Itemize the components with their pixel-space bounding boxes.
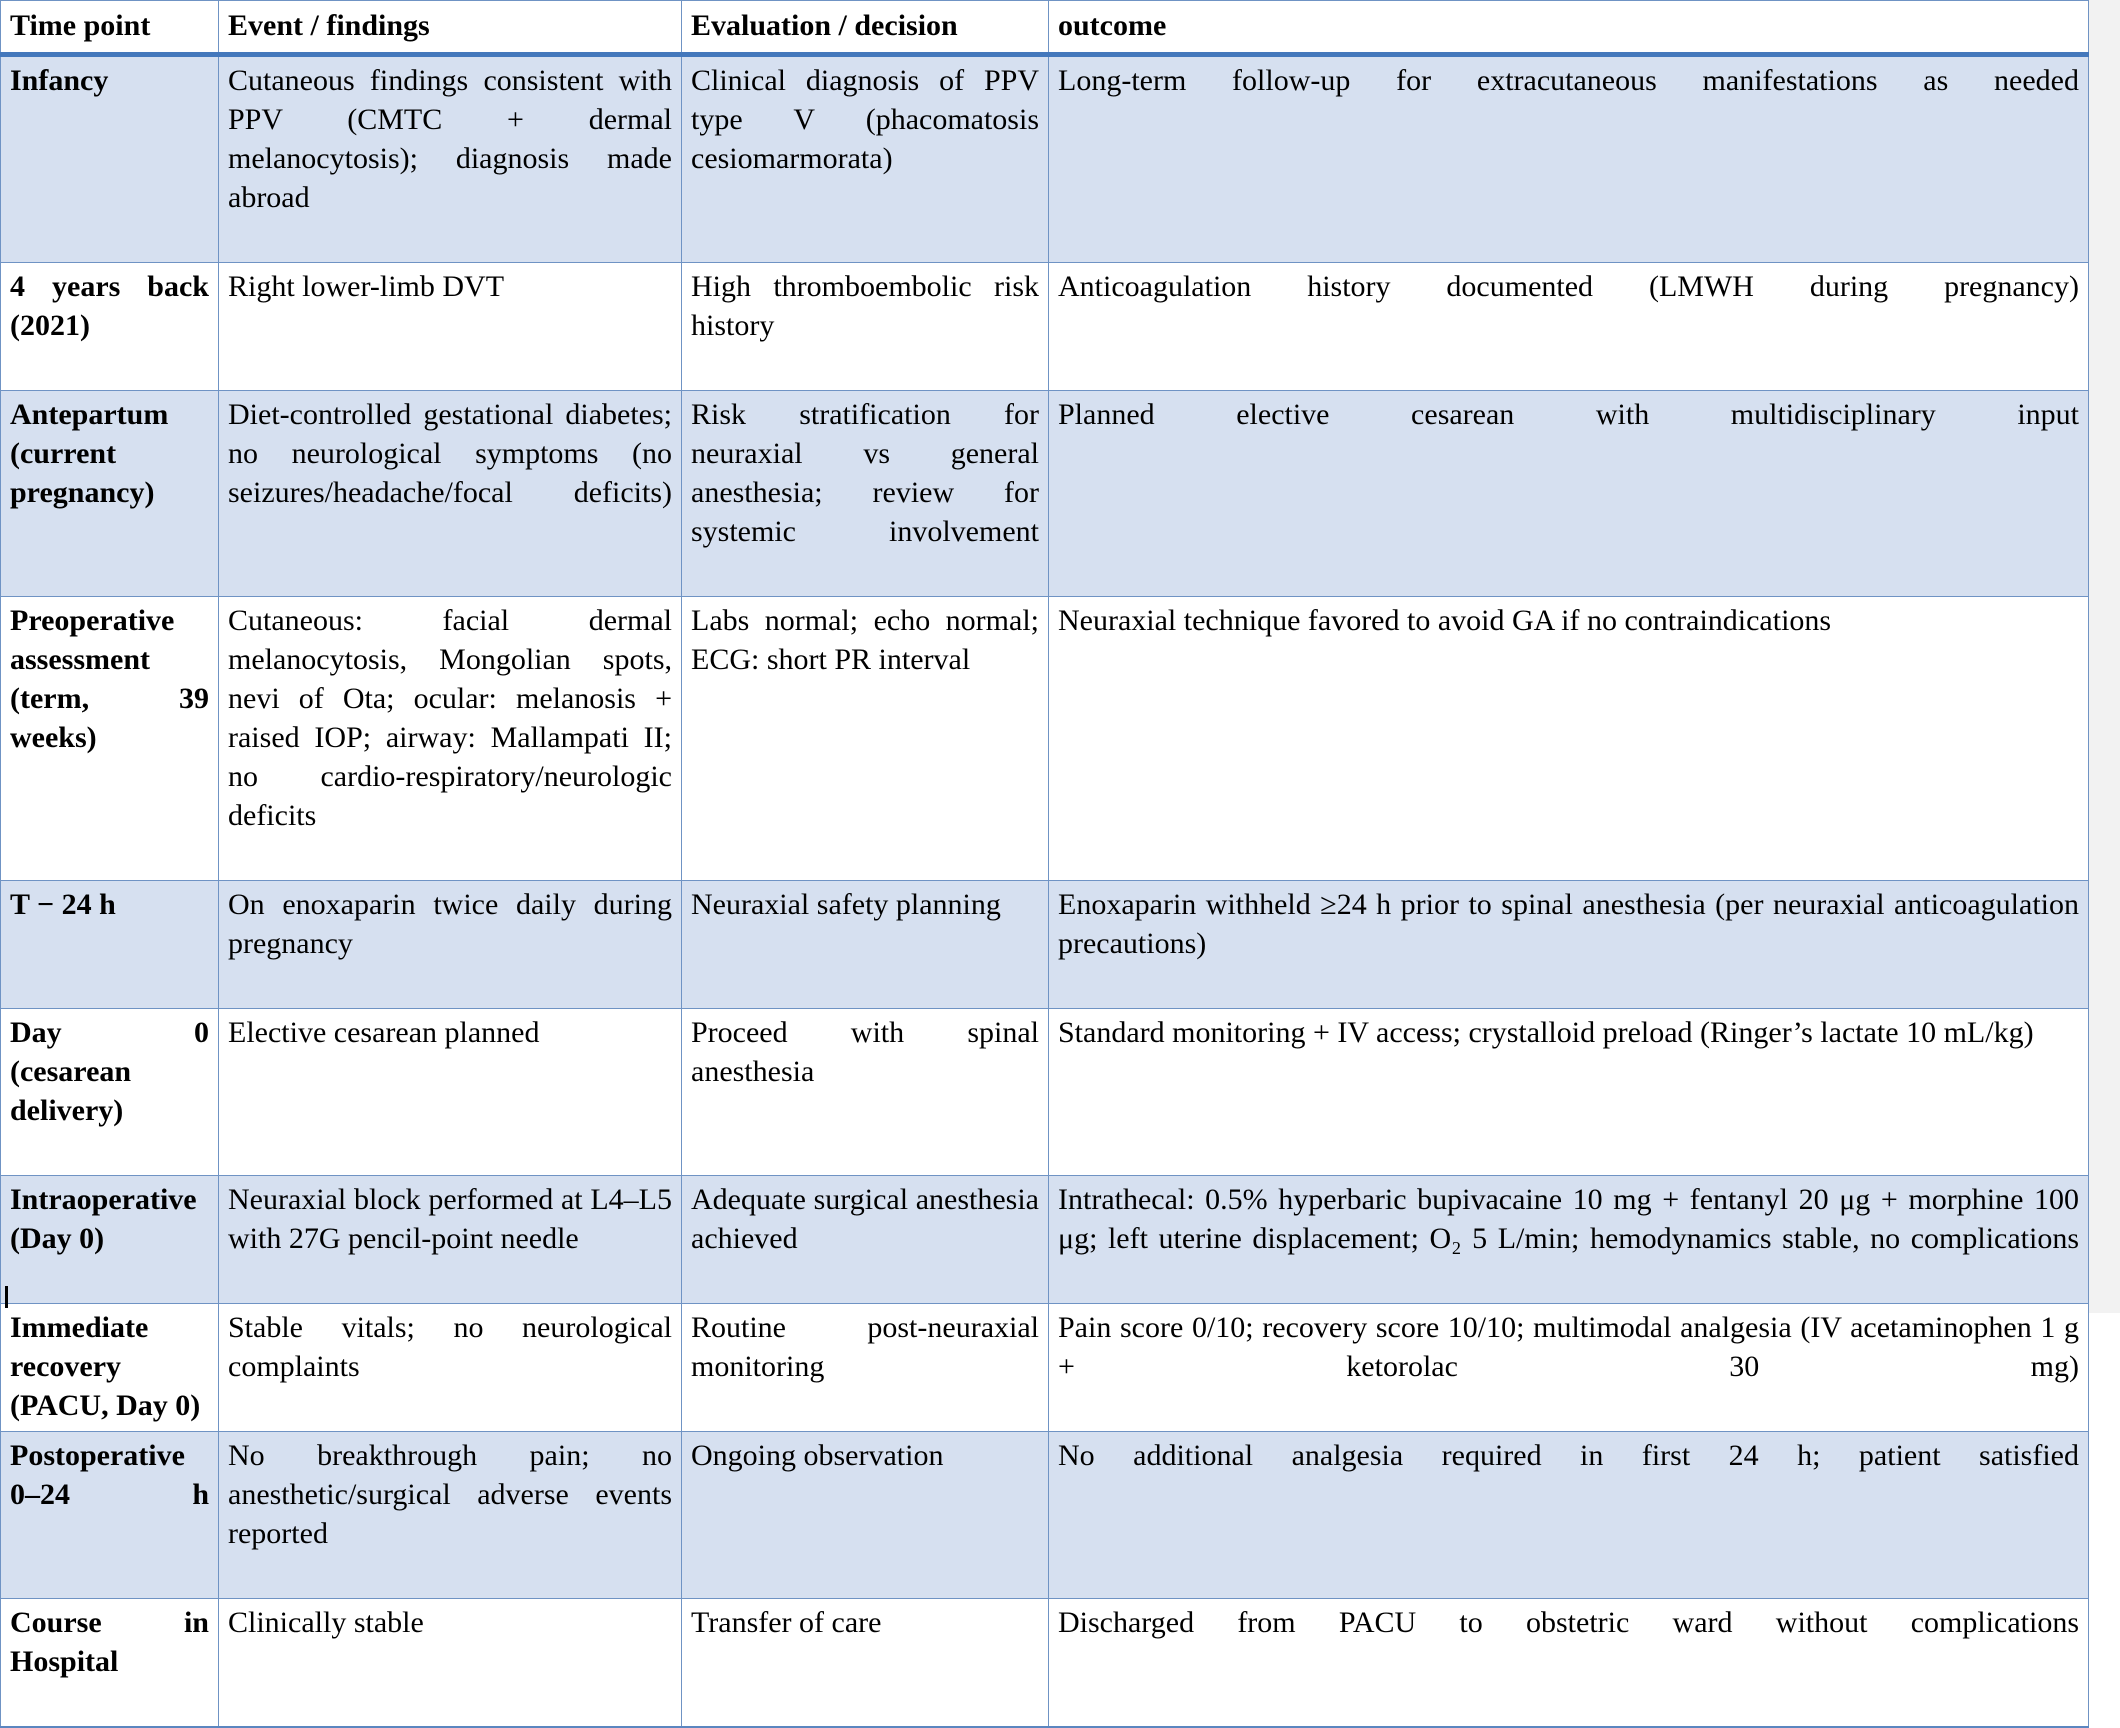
cell-time-point: Preoperative assessment (term, 39 weeks) bbox=[1, 597, 219, 881]
cell-time-point: Intraoperative (Day 0) bbox=[1, 1176, 219, 1304]
table-row bbox=[1, 1304, 2089, 1432]
cell-evaluation-decision: Proceed with spinal anesthesia bbox=[682, 1009, 1049, 1176]
cell-outcome: Intrathecal: 0.5% hyperbaric bupivacaine 10 mg + fentanyl 20 μg + morphine 100 μg; left uterine displacement; O₂ 5 L/min; hemodynamics stable, no complications bbox=[1049, 1176, 2089, 1304]
cell-evaluation-decision: Adequate surgical anesthesia achieved bbox=[682, 1176, 1049, 1304]
cell-evaluation-decision: Ongoing observation bbox=[682, 1432, 1049, 1599]
cell-time-point: Infancy bbox=[1, 55, 219, 263]
cell-time-point: Course in Hospital bbox=[1, 1599, 219, 1728]
cell-evaluation-decision: Labs normal; echo normal; ECG: short PR interval bbox=[682, 597, 1049, 881]
cell-event-findings: Elective cesarean planned bbox=[219, 1009, 682, 1176]
header-row bbox=[1, 1, 2089, 55]
page-right-gutter bbox=[2087, 0, 2120, 1313]
cell-event-findings: Neuraxial block performed at L4–L5 with 27G pencil-point needle bbox=[219, 1176, 682, 1304]
cell-evaluation-decision: Neuraxial safety planning bbox=[682, 881, 1049, 1009]
table-row bbox=[1, 391, 2089, 597]
cell-event-findings: Clinically stable bbox=[219, 1599, 682, 1728]
cell-outcome: Discharged from PACU to obstetric ward without complications bbox=[1049, 1599, 2089, 1728]
table-row bbox=[1, 55, 2089, 263]
column-header-event-findings-label: Event / findings bbox=[228, 9, 430, 42]
cell-outcome: Pain score 0/10; recovery score 10/10; multimodal analgesia (IV acetaminophen 1 g + ketorolac 30 mg) bbox=[1049, 1304, 2089, 1432]
column-header-evaluation-decision-label: Evaluation / decision bbox=[691, 9, 958, 42]
table-row bbox=[1, 597, 2089, 881]
cell-time-point: Day 0 (cesarean delivery) bbox=[1, 1009, 219, 1176]
cell-outcome: Planned elective cesarean with multidisciplinary input bbox=[1049, 391, 2089, 597]
table-body bbox=[1, 55, 2089, 1728]
table-header bbox=[1, 1, 2089, 55]
cell-outcome: Neuraxial technique favored to avoid GA if no contraindications bbox=[1049, 597, 2089, 881]
text-cursor bbox=[5, 1286, 8, 1308]
cell-event-findings: Stable vitals; no neurological complaints bbox=[219, 1304, 682, 1432]
table-row bbox=[1, 1176, 2089, 1304]
cell-event-findings: No breakthrough pain; no anesthetic/surgical adverse events reported bbox=[219, 1432, 682, 1599]
cell-event-findings: Cutaneous findings consistent with PPV (CMTC + dermal melanocytosis); diagnosis made abroad bbox=[219, 55, 682, 263]
cell-evaluation-decision: Clinical diagnosis of PPV type V (phacomatosis cesiomarmorata) bbox=[682, 55, 1049, 263]
table-row bbox=[1, 881, 2089, 1009]
cell-evaluation-decision: High thromboembolic risk history bbox=[682, 263, 1049, 391]
table-row bbox=[1, 1432, 2089, 1599]
cell-time-point: 4 years back (2021) bbox=[1, 263, 219, 391]
table-row bbox=[1, 1599, 2089, 1728]
cell-time-point: Antepartum (current pregnancy) bbox=[1, 391, 219, 597]
table-row bbox=[1, 263, 2089, 391]
cell-time-point: Immediate recovery (PACU, Day 0) bbox=[1, 1304, 219, 1432]
cell-evaluation-decision: Risk stratification for neuraxial vs general anesthesia; review for systemic involvement bbox=[682, 391, 1049, 597]
cell-event-findings: Cutaneous: facial dermal melanocytosis, Mongolian spots, nevi of Ota; ocular: melanosis + raised IOP; airway: Mallampati II; no cardio-respiratory/neurologic deficits bbox=[219, 597, 682, 881]
cell-time-point: Postoperative 0–24 h bbox=[1, 1432, 219, 1599]
cell-outcome: Anticoagulation history documented (LMWH during pregnancy) bbox=[1049, 263, 2089, 391]
cell-event-findings: Diet-controlled gestational diabetes; no neurological symptoms (no seizures/headache/focal deficits) bbox=[219, 391, 682, 597]
column-header-event-findings bbox=[219, 1, 682, 55]
column-header-time-point-label: Time point bbox=[10, 9, 151, 42]
cell-outcome: Long-term follow-up for extracutaneous manifestations as needed bbox=[1049, 55, 2089, 263]
cell-event-findings: Right lower-limb DVT bbox=[219, 263, 682, 391]
column-header-outcome bbox=[1049, 1, 2089, 55]
column-header-outcome-label: outcome bbox=[1058, 9, 1167, 42]
cell-evaluation-decision: Routine post-neuraxial monitoring bbox=[682, 1304, 1049, 1432]
cell-outcome: Enoxaparin withheld ≥24 h prior to spinal anesthesia (per neuraxial anticoagulation precautions) bbox=[1049, 881, 2089, 1009]
cell-outcome: No additional analgesia required in first 24 h; patient satisfied bbox=[1049, 1432, 2089, 1599]
table-row bbox=[1, 1009, 2089, 1176]
column-header-time-point bbox=[1, 1, 219, 55]
column-header-evaluation-decision bbox=[682, 1, 1049, 55]
cell-evaluation-decision: Transfer of care bbox=[682, 1599, 1049, 1728]
cell-outcome: Standard monitoring + IV access; crystalloid preload (Ringer’s lactate 10 mL/kg) bbox=[1049, 1009, 2089, 1176]
cell-event-findings: On enoxaparin twice daily during pregnancy bbox=[219, 881, 682, 1009]
cell-time-point: T − 24 h bbox=[1, 881, 219, 1009]
